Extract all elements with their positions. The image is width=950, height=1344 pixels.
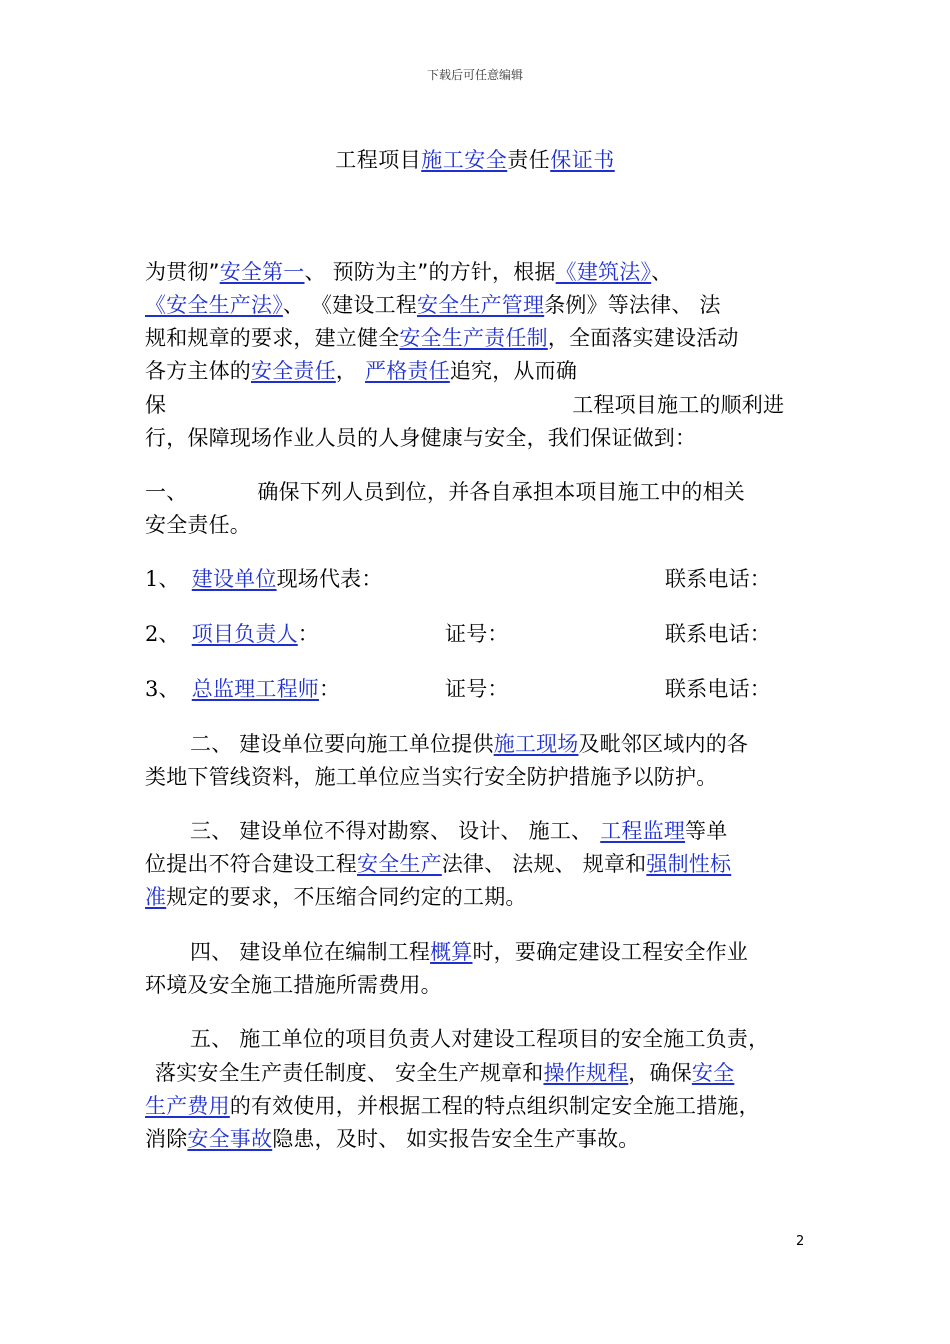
text: ： bbox=[318, 677, 341, 701]
paragraph-line bbox=[145, 355, 577, 385]
row-number: 1、 bbox=[145, 567, 180, 591]
text: 四、 建设单位在编制工程 bbox=[190, 940, 431, 964]
text: ，确保 bbox=[628, 1061, 692, 1085]
text: 消除 bbox=[145, 1127, 188, 1151]
title-link-guarantee[interactable]: 保证书 bbox=[550, 148, 615, 172]
text: 确保下列人员到位，并各自承担本项目施工中的相关 bbox=[257, 480, 746, 504]
row-number: 3、 bbox=[145, 677, 180, 701]
link-construction-law[interactable]: 《建筑法》 bbox=[555, 260, 652, 284]
section-3-line bbox=[190, 815, 727, 845]
text: 条例》等法律、 法 bbox=[544, 293, 721, 317]
text: 工程项目施工的顺利进 bbox=[572, 393, 785, 417]
link-safety-responsibility[interactable]: 安全责任 bbox=[251, 359, 336, 383]
staff-row-1 bbox=[145, 563, 805, 593]
title-part: 工程项目 bbox=[335, 148, 422, 172]
section-5-line: 五、 施工单位的项目负责人对建设工程项目的安全施工负责， bbox=[190, 1027, 770, 1051]
section-1-number: 一、 bbox=[145, 480, 188, 504]
section-3-line bbox=[145, 881, 527, 911]
paragraph-line bbox=[145, 289, 721, 319]
link-work-safety-law[interactable]: 《安全生产法》 bbox=[145, 293, 283, 317]
section-1-line bbox=[145, 476, 745, 506]
link-responsibility-system[interactable]: 安全生产责任制 bbox=[399, 326, 548, 350]
text: 隐患，及时、 如实报告安全生产事故。 bbox=[272, 1127, 640, 1151]
text: 法律、 法规、 规章和 bbox=[441, 852, 647, 876]
section-4-line: 环境及安全施工措施所需费用。 bbox=[145, 973, 442, 997]
text: 规和规章的要求，建立健全 bbox=[145, 326, 400, 350]
page-number: 2 bbox=[796, 1234, 805, 1249]
paragraph-line bbox=[145, 256, 672, 286]
staff-row-2 bbox=[145, 618, 805, 648]
phone-label: 联系电话： bbox=[665, 567, 771, 591]
link-safety-first[interactable]: 安全第一 bbox=[219, 260, 305, 284]
text: 的有效使用，并根据工程的特点组织制定安全施工措施， bbox=[229, 1094, 760, 1118]
cert-label: 证号： bbox=[445, 622, 509, 646]
document-title bbox=[0, 144, 950, 174]
link-construction-unit[interactable]: 建设单位 bbox=[191, 567, 277, 591]
text: 为贯彻” bbox=[145, 260, 220, 284]
link-project-manager[interactable]: 项目负责人 bbox=[191, 622, 298, 646]
phone-label: 联系电话： bbox=[665, 677, 771, 701]
link-budget-estimate[interactable]: 概算 bbox=[430, 940, 473, 964]
text: 位提出不符合建设工程 bbox=[145, 852, 357, 876]
paragraph-line bbox=[145, 389, 784, 419]
section-3-line bbox=[145, 848, 731, 878]
section-5-line bbox=[155, 1057, 734, 1087]
header-note: 下载后可任意编辑 bbox=[426, 68, 523, 82]
section-2-line: 类地下管线资料，施工单位应当实行安全防护措施予以防护。 bbox=[145, 765, 718, 789]
section-4-line bbox=[190, 936, 748, 966]
text: 等单 bbox=[685, 819, 728, 843]
text: 时，要确定建设工程安全作业 bbox=[472, 940, 749, 964]
link-chief-supervisor[interactable]: 总监理工程师 bbox=[191, 677, 319, 701]
link-safety-production-cost[interactable]: 安全 bbox=[691, 1061, 735, 1085]
section-2-line bbox=[190, 728, 748, 758]
text: 落实安全生产责任制度、 安全生产规章和 bbox=[155, 1061, 544, 1085]
row-number: 2、 bbox=[145, 622, 180, 646]
text: 三、 建设单位不得对勘察、 设计、 施工、 bbox=[190, 819, 593, 843]
text: 追究，从而确 bbox=[449, 359, 578, 383]
text: 现场代表： bbox=[276, 567, 383, 591]
title-part: 责任 bbox=[507, 148, 551, 172]
link-strict-responsibility[interactable]: 严格责任 bbox=[365, 359, 450, 383]
section-5-line bbox=[145, 1123, 640, 1153]
section-5-line bbox=[145, 1090, 760, 1120]
link-safety-accident[interactable]: 安全事故 bbox=[187, 1127, 273, 1151]
text: 规定的要求，不压缩合同约定的工期。 bbox=[166, 885, 527, 909]
staff-row-3 bbox=[145, 673, 805, 703]
title-link-construction-safety[interactable]: 施工安全 bbox=[421, 148, 508, 172]
text: ， bbox=[335, 359, 358, 383]
link-construction-site[interactable]: 施工现场 bbox=[493, 732, 579, 756]
text: 各方主体的 bbox=[145, 359, 251, 383]
link-mandatory-standard[interactable]: 强制性标 bbox=[646, 852, 732, 876]
link-operating-procedures[interactable]: 操作规程 bbox=[543, 1061, 629, 1085]
text: 保 bbox=[145, 393, 167, 417]
text: 、 bbox=[651, 260, 673, 284]
link-production-safety[interactable]: 安全生产 bbox=[357, 852, 442, 876]
link-mandatory-standard-cont[interactable]: 准 bbox=[145, 885, 167, 909]
paragraph-line bbox=[145, 322, 739, 352]
phone-label: 联系电话： bbox=[665, 622, 771, 646]
text: 、 预防为主”的方针，根据 bbox=[304, 260, 556, 284]
text: ，全面落实建设活动 bbox=[547, 326, 739, 350]
paragraph-line: 行，保障现场作业人员的人身健康与安全，我们保证做到： bbox=[145, 426, 697, 450]
text: ： bbox=[297, 622, 319, 646]
section-1-line: 安全责任。 bbox=[145, 513, 251, 537]
link-safety-management[interactable]: 安全生产管理 bbox=[416, 293, 545, 317]
text: 、 《建设工程 bbox=[282, 293, 417, 317]
text: 及毗邻区域内的各 bbox=[578, 732, 749, 756]
text: 二、 建设单位要向施工单位提供 bbox=[190, 732, 494, 756]
cert-label: 证号： bbox=[445, 677, 509, 701]
link-project-supervision[interactable]: 工程监理 bbox=[600, 819, 686, 843]
link-safety-production-cost-cont[interactable]: 生产费用 bbox=[145, 1094, 230, 1118]
